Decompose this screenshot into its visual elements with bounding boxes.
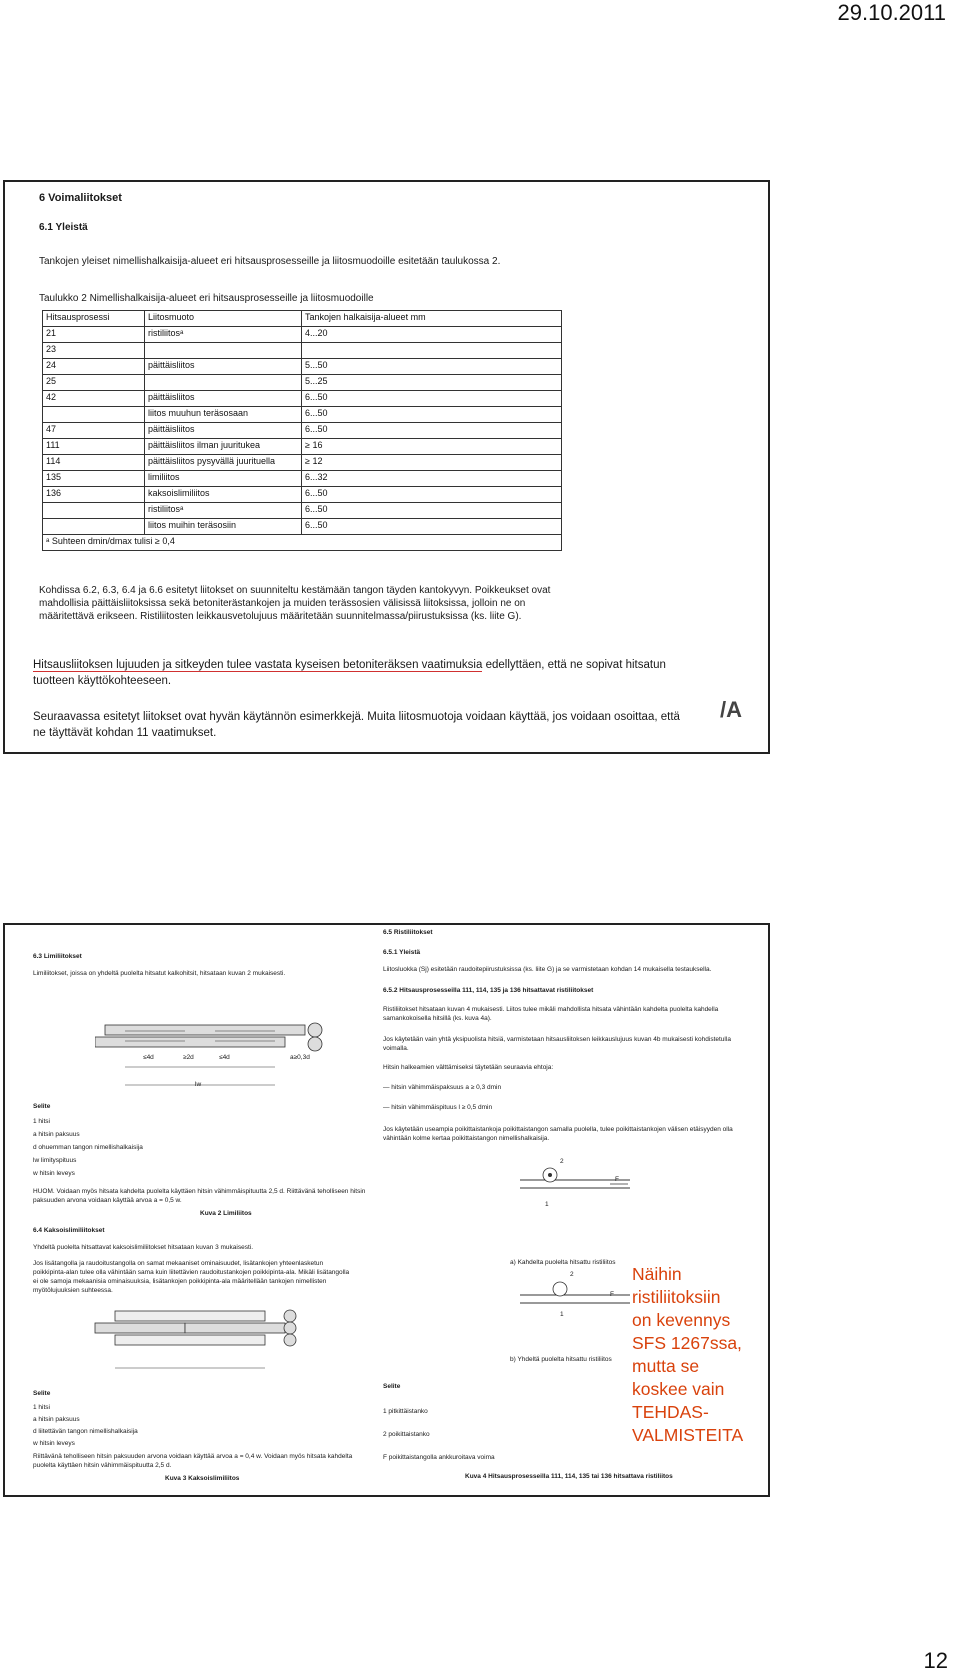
legend-item: w hitsin leveys — [33, 1170, 75, 1177]
figure-2-caption: Kuva 2 Limiliitos — [200, 1210, 252, 1217]
section-circle — [284, 1322, 296, 1334]
splice-bar — [115, 1311, 265, 1321]
annotation-line: koskee vain — [632, 1379, 725, 1399]
table-cell: 47 — [43, 423, 145, 439]
annotation-note — [632, 1263, 762, 1447]
table-row — [43, 407, 562, 423]
sec651-title: 6.5.1 Yleistä — [383, 949, 421, 956]
legend2-item: d liitettävän tangon nimellishalkaisija — [33, 1428, 138, 1435]
table-cell: 6...50 — [302, 487, 562, 503]
table-cell: 6...32 — [302, 471, 562, 487]
paragraph-2 — [33, 657, 693, 689]
bar — [185, 1323, 285, 1333]
table-row — [43, 343, 562, 359]
table-cell: 114 — [43, 455, 145, 471]
sec64-text: Yhdeltä puolelta hitsattavat kaksoislimiliitokset hitsataan kuvan 3 mukaisesti. — [33, 1244, 254, 1251]
table-cell — [302, 343, 562, 359]
table-cell: 6...50 — [302, 503, 562, 519]
legend2-title: Selite — [33, 1390, 51, 1397]
table-header-row — [43, 311, 562, 327]
table-cell: 6...50 — [302, 407, 562, 423]
sec64-text-2: Jos lisätangolla ja raudoitustangolla on samat mekaaniset ominaisuudet, lisätankojen yhteenlasketun poikkipinta-alan tulee olla vähintään sama kuin liitettävien raudoitustankojen poikkipinta-ala. Mikäli lisätangolla ei ole samoja mekaanisia ominaisuuksia, lisätankojen poikkipinta-ala määritellään tankojen nimellisten myötölujuuksien suhteessa. — [33, 1260, 350, 1294]
table-row — [43, 359, 562, 375]
table-cell — [145, 343, 302, 359]
transverse-bar-b — [553, 1282, 567, 1296]
sec651-text: Liitosluokka (Sj) esitetään raudoitepiirustuksissa (ks. liite G) ja se varmistetaan kohdan 14 mukaisella testauksella. — [383, 966, 712, 973]
bar-lower — [95, 1037, 285, 1047]
legend3-item: 2 poikittaistanko — [383, 1431, 430, 1438]
sec652-text-2: Jos käytetään vain yhtä yksipuolista hitsiä, varmistetaan hitsausliitoksen leikkauslujuus kuvan 4b mukaisesti kohdistetulla voimalla. — [383, 1036, 731, 1052]
table-cell: 4...20 — [302, 327, 562, 343]
table-row — [43, 519, 562, 535]
legend3-item: F poikittaistangolla ankkuroitava voima — [383, 1454, 495, 1461]
dim-label: ≥2d — [183, 1054, 194, 1061]
note: HUOM. Voidaan myös hitsata kahdelta puolelta käyttäen hitsin vähimmäispituutta 2,5 d. Riittävänä teholliseen hitsin paksuuden arvona voidaan käyttää arvoa a = 0,5 w. — [33, 1188, 366, 1204]
marker-label: 2 — [560, 1158, 564, 1165]
table-cell: 136 — [43, 487, 145, 503]
dim-label: ≤4d — [219, 1054, 230, 1061]
sec652-text-1: Ristiliitokset hitsataan kuvan 4 mukaisesti. Liitos tulee mikäli mahdollista hitsata vähintään kahdelta puolelta kahdella samankokoisella hitsillä (ks. kuva 4a). — [383, 1006, 719, 1022]
table-header: Liitosmuoto — [145, 311, 302, 327]
table-cell: päittäisliitos — [145, 423, 302, 439]
caption-a: a) Kahdelta puolelta hitsattu ristiliitos — [510, 1259, 616, 1266]
table-footnote-row — [43, 535, 562, 551]
sec63-title: 6.3 Limiliitokset — [33, 953, 82, 960]
annotation-line: TEHDAS- — [632, 1402, 709, 1422]
paragraph-2-rest: edellyttäen, että ne sopivat hitsatun tuotteen käyttökohteeseen. — [33, 659, 666, 687]
table-cell: ristiliitosᵃ — [145, 327, 302, 343]
section-circle-lower — [308, 1037, 322, 1051]
table-cell: 111 — [43, 439, 145, 455]
table-cell: päittäisliitos — [145, 359, 302, 375]
table-cell: ≥ 16 — [302, 439, 562, 455]
condition-1: — hitsin vähimmäispaksuus a ≥ 0,3 dmin — [383, 1084, 502, 1091]
marker-label: F — [615, 1176, 619, 1183]
legend-item: 1 hitsi — [33, 1118, 50, 1125]
table-cell: 25 — [43, 375, 145, 391]
marker-label: F — [610, 1291, 614, 1298]
note-2: Riittävänä teholliseen hitsin paksuuden arvona voidaan käyttää arvoa a = 0,4 w. Voidaan myös hitsata kahdelta puolelta käyttäen hitsin vähimmäispituutta 2,5 d. — [33, 1453, 353, 1469]
splice-bar — [115, 1335, 265, 1345]
table-cell — [43, 503, 145, 519]
table-cell: päittäisliitos pysyvällä juurituella — [145, 455, 302, 471]
bar — [95, 1323, 185, 1333]
legend2-item: 1 hitsi — [33, 1404, 50, 1411]
table-row — [43, 391, 562, 407]
logo-fragment: /A — [720, 697, 742, 722]
table-row — [43, 423, 562, 439]
legend2-item: a hitsin paksuus — [33, 1416, 80, 1423]
table-cell: 24 — [43, 359, 145, 375]
sec64-title: 6.4 Kaksoislimiliitokset — [33, 1227, 105, 1234]
lap-joint-diagram — [95, 1005, 355, 1095]
legend-title: Selite — [33, 1103, 51, 1110]
table-cell: päittäisliitos ilman juuritukea — [145, 439, 302, 455]
table-cell: 21 — [43, 327, 145, 343]
table-cell: 5...50 — [302, 359, 562, 375]
table-cell: 6...50 — [302, 519, 562, 535]
sec65-title: 6.5 Ristiliitokset — [383, 929, 433, 936]
table-header: Tankojen halkaisija-alueet mm — [302, 311, 562, 327]
annotation-line: ristiliitoksiin — [632, 1287, 721, 1307]
legend-item: d ohuemman tangon nimellishalkaisija — [33, 1144, 143, 1151]
section-circle — [284, 1310, 296, 1322]
table-cell: liitos muihin teräsosiin — [145, 519, 302, 535]
intro-text: Tankojen yleiset nimellishalkaisija-alueet eri hitsausprosesseille ja liitosmuodoille esitetään taulukossa 2. — [39, 256, 501, 267]
slide-date: 29.10.2011 — [837, 0, 946, 25]
weld-mark — [548, 1173, 552, 1177]
table-cell — [145, 375, 302, 391]
table-row — [43, 487, 562, 503]
table-cell: 6...50 — [302, 423, 562, 439]
table-cell: 135 — [43, 471, 145, 487]
legend-item: a hitsin paksuus — [33, 1131, 80, 1138]
dim-label: a≥0,3d — [290, 1054, 310, 1061]
table-cell: ≥ 12 — [302, 455, 562, 471]
table-cell — [43, 519, 145, 535]
marker-label: 1 — [545, 1201, 549, 1208]
table-header: Hitsausprosessi — [43, 311, 145, 327]
condition-2: — hitsin vähimmäispituus l ≥ 0,5 dmin — [383, 1104, 493, 1111]
dim-label: lw — [195, 1081, 202, 1088]
table-cell: ristiliitosᵃ — [145, 503, 302, 519]
legend2-item: w hitsin leveys — [33, 1440, 75, 1447]
annotation-line: mutta se — [632, 1356, 700, 1376]
double-lap-joint-diagram — [85, 1303, 325, 1383]
section-circle-upper — [308, 1023, 322, 1037]
table-cell: 5...25 — [302, 375, 562, 391]
figure-3-caption: Kuva 3 Kaksoislimiliitos — [165, 1475, 240, 1482]
table-cell: 23 — [43, 343, 145, 359]
cross-joint-diagram — [510, 1150, 640, 1325]
scanned-document-top — [3, 180, 770, 754]
sec652-text-3: Hitsin halkeamien välttämiseksi täytetään seuraavia ehtoja: — [383, 1064, 554, 1071]
annotation-line: VALMISTEITA — [632, 1425, 744, 1445]
section-circle — [284, 1334, 296, 1346]
table-cell — [43, 407, 145, 423]
table-cell: liitos muuhun teräsosaan — [145, 407, 302, 423]
table-row — [43, 375, 562, 391]
table-footnote: ᵃ Suhteen dmin/dmax tulisi ≥ 0,4 — [43, 535, 562, 551]
paragraph-3: Seuraavassa esitetyt liitokset ovat hyvän käytännön esimerkkejä. Muita liitosmuotoja voidaan käyttää, jos voidaan osoittaa, että ne täyttävät kohdan 11 vaatimukset. — [33, 711, 680, 739]
annotation-line: SFS 1267ssa, — [632, 1333, 742, 1353]
legend3-item: 1 pitkittäistanko — [383, 1408, 428, 1415]
table-cell: kaksoislimiliitos — [145, 487, 302, 503]
section-title: 6 Voimaliitokset — [39, 192, 122, 204]
table-row — [43, 471, 562, 487]
paragraph-2-underlined: Hitsausliitoksen lujuuden ja sitkeyden tulee vastata kyseisen betoniteräksen vaatimuksia — [33, 659, 483, 671]
table-row — [43, 455, 562, 471]
caption-b: b) Yhdeltä puolelta hitsattu ristiliitos — [510, 1356, 612, 1363]
table-row — [43, 503, 562, 519]
sec652-title: 6.5.2 Hitsausprosesseilla 111, 114, 135 ja 136 hitsattavat ristiliitokset — [383, 987, 594, 994]
table-cell: limiliitos — [145, 471, 302, 487]
subsection-title: 6.1 Yleistä — [39, 222, 88, 233]
annotation-line: on kevennys — [632, 1310, 731, 1330]
table-row — [43, 327, 562, 343]
marker-label: 2 — [570, 1271, 574, 1278]
diameter-table — [42, 310, 562, 551]
legend3-title: Selite — [383, 1383, 401, 1390]
annotation-line: Näihin — [632, 1264, 682, 1284]
legend-item: lw limityspituus — [33, 1157, 77, 1164]
table-caption: Taulukko 2 Nimellishalkaisija-alueet eri hitsausprosesseille ja liitosmuodoille — [39, 293, 374, 304]
marker-label: 1 — [560, 1311, 564, 1318]
bar-upper — [105, 1025, 305, 1035]
sec63-text: Limiliitokset, joissa on yhdeltä puolelta hitsatut kalkohitsit, hitsataan kuvan 2 mukaisesti. — [33, 970, 286, 977]
paragraph-1: Kohdissa 6.2, 6.3, 6.4 ja 6.6 esitetyt liitokset on suunniteltu kestämään tangon täyden kantokyvyn. Poikkeukset ovat mahdollisia päittäisliitoksissa sekä betoniterästankojen ja muiden terässosien välisissä liitoksissa, jolloin ne on määritettävä erikseen. Ristiliitosten leikkausvetolujuus määritetään suunnitelmassa/piirustuksissa (ks. liite G). — [39, 585, 551, 622]
sec652-text-4: Jos käytetään useampia poikittaistankoja poikittaistangon samalla puolella, tulee poikittaistankojen välisen etäisyyden olla vähintään kolme kertaa poikittaistangon nimellishalkaisija. — [383, 1126, 733, 1142]
table-cell: päittäisliitos — [145, 391, 302, 407]
table-row — [43, 439, 562, 455]
table-cell: 6...50 — [302, 391, 562, 407]
page-number: 12 — [923, 1648, 948, 1673]
table-cell: 42 — [43, 391, 145, 407]
dim-label: ≤4d — [143, 1054, 154, 1061]
figure-4-caption: Kuva 4 Hitsausprosesseilla 111, 114, 135 tai 136 hitsattava ristiliitos — [465, 1473, 673, 1480]
